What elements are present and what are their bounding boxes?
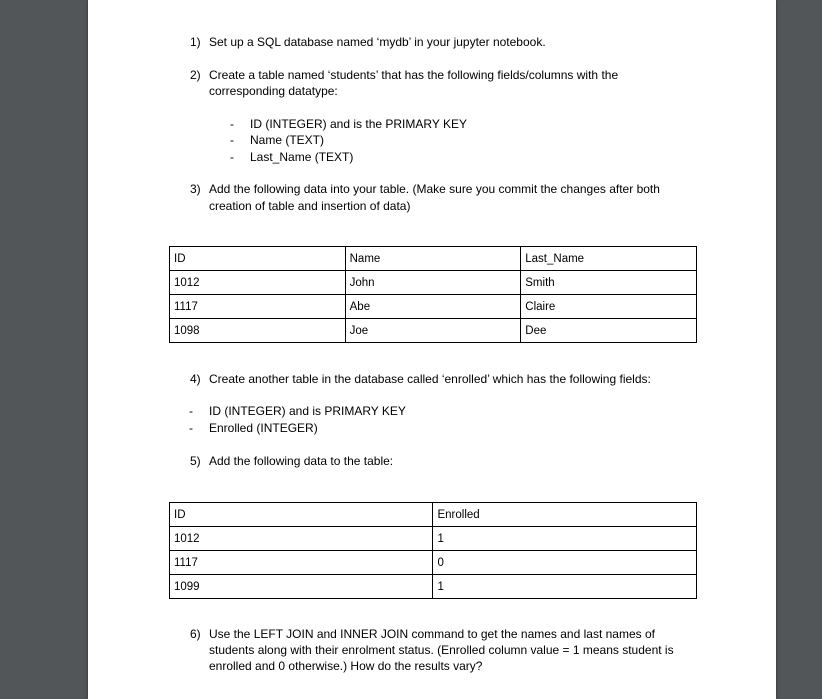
table-cell: 1 <box>433 575 697 599</box>
table-row <box>170 295 697 319</box>
header-cell-enrolled: Enrolled <box>433 503 697 527</box>
bullet-dash: - <box>230 133 234 147</box>
enrolled-table <box>169 502 697 599</box>
item-1-number: 1) <box>190 35 201 49</box>
table-cell: 1117 <box>170 295 346 319</box>
enrolled-field-enrolled: Enrolled (INTEGER) <box>209 421 318 435</box>
table-header-row <box>170 503 697 527</box>
students-table <box>169 246 697 343</box>
students-field-id: ID (INTEGER) and is the PRIMARY KEY <box>250 117 467 131</box>
item-4-text: Create another table in the database called ‘enrolled’ which has the following fields: <box>209 372 651 386</box>
item-2-text-line-2: corresponding datatype: <box>209 84 338 98</box>
table-row <box>170 271 697 295</box>
table-cell: 1098 <box>170 319 346 343</box>
table-cell: John <box>345 271 521 295</box>
item-3-text-line-1: Add the following data into your table. (Make sure you commit the changes after both <box>209 182 660 196</box>
item-6-number: 6) <box>190 627 201 641</box>
enrolled-field-id: ID (INTEGER) and is PRIMARY KEY <box>209 404 406 418</box>
bullet-dash: - <box>189 404 193 418</box>
students-field-last-name: Last_Name (TEXT) <box>250 150 354 164</box>
table-cell: Smith <box>521 271 697 295</box>
item-4-number: 4) <box>190 372 201 386</box>
table-cell: Abe <box>345 295 521 319</box>
table-header-row <box>170 247 697 271</box>
table-cell: Joe <box>345 319 521 343</box>
table-cell: 1012 <box>170 527 433 551</box>
item-3-text-line-2: creation of table and insertion of data) <box>209 199 411 213</box>
table-row <box>170 319 697 343</box>
table-row <box>170 551 697 575</box>
table-cell: Dee <box>521 319 697 343</box>
item-5-text: Add the following data to the table: <box>209 454 394 468</box>
header-cell-name: Name <box>345 247 521 271</box>
table-cell: Claire <box>521 295 697 319</box>
item-1-text: Set up a SQL database named ‘mydb’ in your jupyter notebook. <box>209 35 546 49</box>
table-row <box>170 527 697 551</box>
bullet-dash: - <box>230 150 234 164</box>
item-2-number: 2) <box>190 68 201 82</box>
header-cell-last-name: Last_Name <box>521 247 697 271</box>
table-row <box>170 575 697 599</box>
item-6-text-line-1: Use the LEFT JOIN and INNER JOIN command to get the names and last names of <box>209 627 655 641</box>
header-cell-id: ID <box>170 503 433 527</box>
table-cell: 1117 <box>170 551 433 575</box>
item-6-text-line-2: students along with their enrolment status. (Enrolled column value = 1 means student is <box>209 643 674 657</box>
item-3-number: 3) <box>190 182 201 196</box>
bullet-dash: - <box>230 117 234 131</box>
students-field-name: Name (TEXT) <box>250 133 325 147</box>
table-cell: 0 <box>433 551 697 575</box>
table-cell: 1 <box>433 527 697 551</box>
bullet-dash: - <box>189 421 193 435</box>
table-cell: 1099 <box>170 575 433 599</box>
document-page <box>88 0 776 699</box>
item-5-number: 5) <box>190 454 201 468</box>
item-6-text-line-3: enrolled and 0 otherwise.) How do the results vary? <box>209 659 483 673</box>
table-cell: 1012 <box>170 271 346 295</box>
item-2-text-line-1: Create a table named ‘students’ that has the following fields/columns with the <box>209 68 619 82</box>
header-cell-id: ID <box>170 247 346 271</box>
